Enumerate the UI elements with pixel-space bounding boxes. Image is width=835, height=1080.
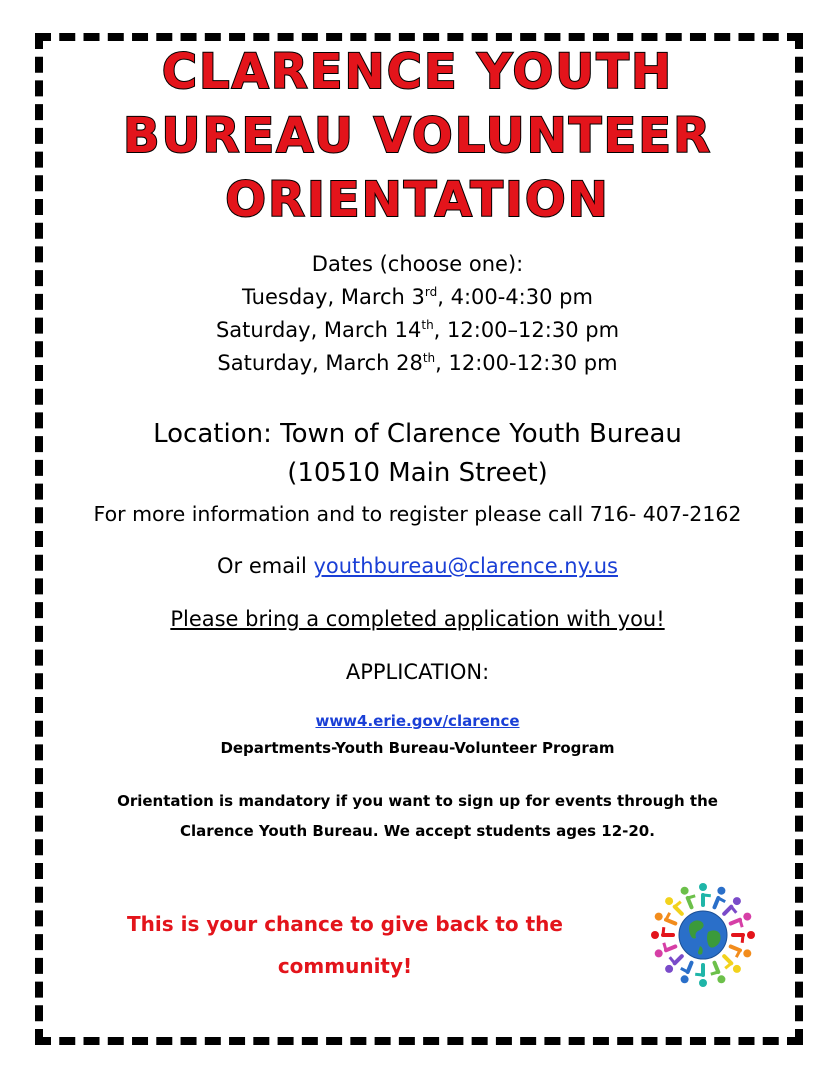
notice-line-1: Orientation is mandatory if you want to sign up for events through the: [117, 792, 718, 810]
person-arm: [736, 950, 740, 957]
application-url-link[interactable]: www4.erie.gov/clarence: [315, 712, 520, 730]
person-head: [699, 979, 707, 987]
person-head: [747, 931, 755, 939]
person-arm: [681, 968, 688, 972]
date-item-1: [0, 281, 835, 314]
person-arm: [666, 913, 670, 920]
person-head: [699, 883, 707, 891]
title-line-2: BUREAU VOLUNTEER: [122, 108, 713, 164]
date-time: , 4:00-4:30 pm: [437, 285, 593, 309]
date-suffix: rd: [424, 285, 438, 299]
person-arm: [711, 972, 719, 974]
date-time: , 12:00–12:30 pm: [433, 318, 620, 342]
person-head: [655, 949, 663, 957]
person-head: [743, 913, 751, 921]
application-path: Departments-Youth Bureau-Volunteer Program: [220, 739, 615, 757]
date-day: Saturday, March 14: [215, 318, 422, 342]
person-arm: [675, 902, 681, 907]
person-head: [651, 931, 659, 939]
location-line-2: (10510 Main Street): [287, 458, 548, 488]
person-head: [681, 975, 689, 983]
person-arm: [742, 935, 743, 943]
date-day: Saturday, March 28: [217, 351, 423, 375]
person-arm: [664, 943, 666, 951]
contact-call-text: For more information and to register please call 716- 407-2162: [93, 502, 742, 526]
person-arm: [670, 957, 675, 963]
closing-line-2: community!: [277, 954, 413, 978]
title-line-1: CLARENCE YOUTH: [161, 44, 674, 100]
person-head: [717, 887, 725, 895]
location-line-1: Location: Town of Clarence Youth Bureau: [153, 419, 682, 449]
date-suffix: th: [422, 351, 436, 365]
closing-line-1: This is your chance to give back to the: [127, 912, 563, 936]
person-arm: [688, 896, 696, 898]
title-line-3: ORIENTATION: [225, 172, 610, 228]
person-head: [733, 897, 741, 905]
date-day: Tuesday, March 3: [242, 285, 425, 309]
person-arm: [663, 927, 664, 935]
notice-line-2: Clarence Youth Bureau. We accept students ages 12-20.: [180, 822, 655, 840]
date-suffix: th: [421, 318, 434, 332]
person-arm: [718, 898, 725, 902]
application-reminder: Please bring a completed application with you!: [170, 607, 665, 631]
globe-with-people-icon: [650, 882, 756, 988]
application-heading: APPLICATION:: [345, 660, 490, 684]
person-head: [665, 965, 673, 973]
contact-email-line: [0, 551, 835, 581]
person-head: [743, 949, 751, 957]
person-head: [717, 975, 725, 983]
person-head: [733, 965, 741, 973]
person-arm: [695, 974, 703, 975]
date-item-3: [0, 347, 835, 380]
person-arm: [740, 920, 742, 928]
application-url-line: [0, 710, 835, 732]
email-prefix: Or email: [217, 554, 314, 578]
date-time: , 12:00-12:30 pm: [435, 351, 618, 375]
email-link[interactable]: youthbureau@clarence.ny.us: [313, 554, 618, 578]
date-item-2: [0, 314, 835, 347]
person-arm: [703, 895, 711, 896]
person-head: [681, 887, 689, 895]
person-arm: [725, 963, 731, 968]
person-head: [655, 913, 663, 921]
dates-heading: Dates (choose one):: [311, 252, 524, 276]
person-head: [665, 897, 673, 905]
person-arm: [731, 907, 736, 913]
